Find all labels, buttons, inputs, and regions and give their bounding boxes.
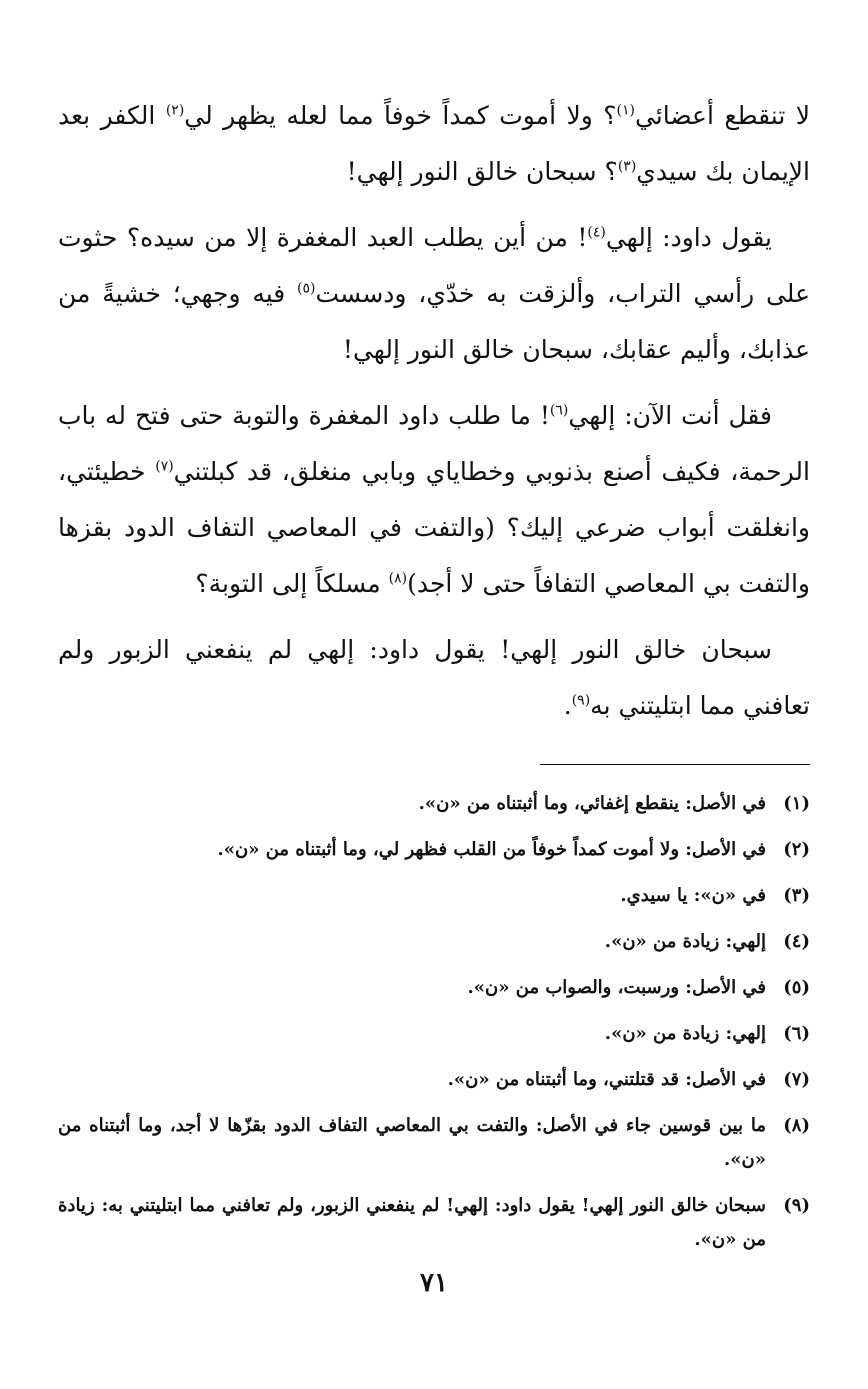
text-run: فقل أنت الآن: إلهي	[568, 401, 772, 430]
footnote-text: في «ن»: يا سيدي.	[620, 885, 766, 906]
footnote-item	[58, 925, 810, 959]
footnote-text: إلهي: زيادة من «ن».	[604, 1023, 766, 1044]
text-run: ! من أين يطلب العبد المغفرة إلا من سيده؟ حثوت على رأسي التراب، وألزقت به خدّي، ودسست	[58, 223, 810, 308]
footnote-ref-8: (٨)	[388, 570, 408, 587]
text-run: ! ما طلب داود المغفرة والتوبة حتى فتح له باب الرحمة، فكيف أصنع بذنوبي وخطاياي وبابي منغلق، قد كبلتني	[58, 401, 810, 486]
footnote-number: (٢)	[783, 839, 810, 860]
footnote-number: (٤)	[783, 931, 810, 952]
footnote-ref-6: (٦)	[549, 402, 569, 419]
footnote-text: في الأصل: قد قتلتني، وما أثبتناه من «ن».	[447, 1069, 766, 1090]
footnote-item	[58, 971, 810, 1005]
footnotes	[58, 787, 810, 1257]
text-run: .	[563, 691, 572, 720]
footnote-number: (٥)	[783, 977, 810, 998]
footnote-text: ما بين قوسين جاء في الأصل: والتفت بي المعاصي التفاف الدود بقزّها لا أجد، وما أثبتناه من «ن».	[58, 1115, 766, 1170]
paragraph-1	[58, 88, 810, 200]
text-run: ؟ سبحان خالق النور إلهي!	[346, 157, 618, 186]
text-run: فيه وجهي؛ خشيةً من عذابك، وأليم عقابك، سبحان خالق النور إلهي!	[58, 279, 810, 364]
footnote-number: (٨)	[783, 1115, 810, 1136]
footnote-ref-9: (٩)	[571, 692, 591, 709]
footnote-item	[58, 1189, 810, 1257]
footnote-number: (٣)	[783, 885, 810, 906]
footnote-ref-1: (١)	[616, 102, 635, 119]
footnote-item	[58, 1109, 810, 1177]
footnote-text: في الأصل: ورسبت، والصواب من «ن».	[467, 977, 766, 998]
footnote-item	[58, 787, 810, 821]
text-run: يقول داود: إلهي	[605, 223, 772, 252]
footnote-ref-4: (٤)	[587, 224, 606, 241]
footnote-text: إلهي: زيادة من «ن».	[604, 931, 766, 952]
main-text	[58, 88, 810, 734]
footnote-item	[58, 1063, 810, 1097]
text-run: خطيئتي، وانغلقت أبواب ضرعي إليك؟ (والتفت في المعاصي التفاف الدود بقزها والتفت بي المعاصي التفافاً حتى لا أجد)	[58, 457, 810, 598]
footnote-ref-2: (٢)	[165, 102, 185, 119]
footnote-ref-5: (٥)	[297, 280, 316, 297]
paragraph-3	[58, 388, 810, 612]
footnote-number: (١)	[783, 793, 810, 814]
footnote-number: (٦)	[783, 1023, 810, 1044]
text-run: مسلكاً إلى التوبة؟	[195, 569, 389, 598]
text-run: سبحان خالق النور إلهي! يقول داود: إلهي لم ينفعني الزبور ولم تعافني مما ابتليتني به	[58, 635, 810, 720]
paragraph-4	[58, 622, 810, 734]
footnote-divider	[540, 764, 810, 765]
text-run: لا تنقطع أعضائي	[634, 101, 810, 130]
text-run: ؟ ولا أموت كمداً خوفاً مما لعله يظهر لي	[184, 101, 617, 130]
footnote-item	[58, 833, 810, 867]
footnote-ref-7: (٧)	[155, 458, 174, 475]
page-number: ٧١	[420, 1268, 448, 1298]
footnote-text: في الأصل: ينقطع إغفائي، وما أثبتناه من «ن».	[418, 793, 766, 814]
footnote-ref-3: (٣)	[617, 158, 637, 175]
footnote-text: سبحان خالق النور إلهي! يقول داود: إلهي! لم ينفعني الزبور، ولم تعافني مما ابتليتني به: زيادة من «ن».	[58, 1195, 766, 1250]
footnote-item	[58, 879, 810, 913]
footnote-number: (٩)	[783, 1195, 810, 1216]
book-page	[58, 88, 810, 1269]
text-run: الكفر بعد الإيمان بك سيدي	[58, 101, 810, 186]
paragraph-2	[58, 210, 810, 378]
footnote-number: (٧)	[783, 1069, 810, 1090]
footnote-item	[58, 1017, 810, 1051]
footnote-text: في الأصل: ولا أموت كمداً خوفاً من القلب فظهر لي، وما أثبتناه من «ن».	[217, 839, 766, 860]
